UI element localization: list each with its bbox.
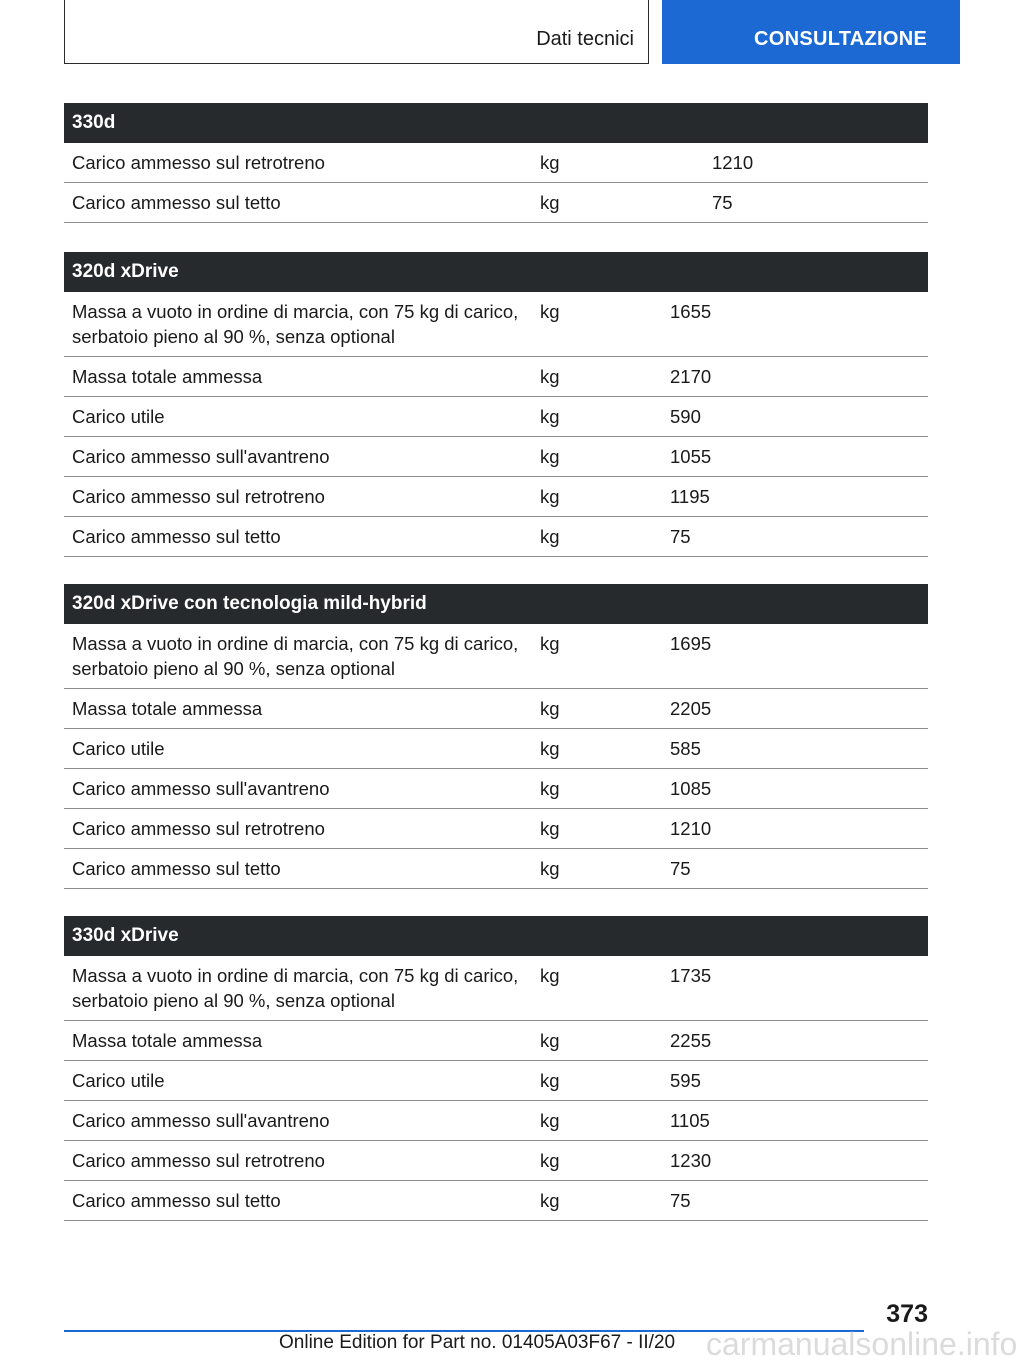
table-title: 320d xDrive — [64, 252, 928, 292]
footer-edition: Online Edition for Part no. 01405A03F67 - II/20 — [279, 1332, 676, 1353]
row-unit: kg — [540, 818, 560, 839]
row-unit: kg — [540, 965, 560, 986]
row-label: Carico ammesso sull'avantreno — [72, 778, 330, 799]
row-value: 2255 — [670, 1030, 712, 1051]
row-unit: kg — [540, 633, 560, 654]
row-value: 590 — [670, 406, 701, 427]
chapter-tab — [662, 0, 960, 64]
spec-table — [64, 916, 928, 1221]
row-value: 1195 — [670, 486, 710, 507]
row-value: 1055 — [670, 446, 712, 467]
row-unit: kg — [540, 1070, 560, 1091]
row-value: 1210 — [712, 152, 754, 173]
row-value: 2205 — [670, 698, 712, 719]
row-unit: kg — [540, 366, 560, 387]
row-label: Massa a vuoto in ordine di marcia, con 75 kg di carico, serbatoio pieno al 90 %, senza optional — [72, 633, 519, 679]
row-value: 1210 — [670, 818, 712, 839]
table-title: 320d xDrive con tecnologia mild-hybrid — [64, 584, 928, 624]
row-unit: kg — [540, 486, 560, 507]
table-title: 330d — [64, 103, 928, 143]
table-row — [64, 956, 928, 1021]
row-value: 1085 — [670, 778, 712, 799]
row-label: Massa a vuoto in ordine di marcia, con 75 kg di carico, serbatoio pieno al 90 %, senza optional — [72, 301, 519, 347]
row-label: Carico ammesso sul retrotreno — [72, 818, 325, 839]
row-unit: kg — [540, 192, 560, 213]
chapter-title: CONSULTAZIONE — [754, 28, 928, 50]
row-value: 75 — [670, 526, 691, 547]
table-row — [64, 357, 928, 397]
row-unit: kg — [540, 1190, 560, 1211]
table-row — [64, 689, 928, 729]
row-unit: kg — [540, 738, 560, 759]
row-unit: kg — [540, 152, 560, 173]
section-tab — [64, 0, 649, 64]
row-label: Carico utile — [72, 406, 165, 427]
row-label: Carico ammesso sul tetto — [72, 1190, 281, 1211]
table-row — [64, 1021, 928, 1061]
watermark: carmanualsonline.info — [706, 1326, 1017, 1362]
row-value: 1695 — [670, 633, 712, 654]
row-value: 585 — [670, 738, 701, 759]
table-row — [64, 1181, 928, 1221]
table-row — [64, 143, 928, 183]
row-unit: kg — [540, 698, 560, 719]
row-label: Massa totale ammessa — [72, 698, 263, 719]
table-row — [64, 624, 928, 689]
row-label: Massa totale ammessa — [72, 366, 263, 387]
row-label: Carico utile — [72, 738, 165, 759]
row-value: 75 — [670, 858, 691, 879]
row-label: Carico ammesso sul retrotreno — [72, 1150, 325, 1171]
row-unit: kg — [540, 1150, 560, 1171]
row-label: Carico ammesso sull'avantreno — [72, 446, 330, 467]
row-label: Carico ammesso sull'avantreno — [72, 1110, 330, 1131]
table-row — [64, 477, 928, 517]
row-unit: kg — [540, 1110, 560, 1131]
table-title: 330d xDrive — [64, 916, 928, 956]
row-unit: kg — [540, 1030, 560, 1051]
row-unit: kg — [540, 778, 560, 799]
table-row — [64, 517, 928, 557]
row-label: Carico utile — [72, 1070, 165, 1091]
row-label: Carico ammesso sul tetto — [72, 526, 281, 547]
section-title: Dati tecnici — [536, 28, 634, 50]
table-row — [64, 849, 928, 889]
row-value: 75 — [712, 192, 733, 213]
row-label: Carico ammesso sul tetto — [72, 858, 281, 879]
table-row — [64, 397, 928, 437]
table-row — [64, 292, 928, 357]
row-unit: kg — [540, 301, 560, 322]
page-number: 373 — [886, 1300, 928, 1328]
row-value: 1735 — [670, 965, 712, 986]
row-value: 595 — [670, 1070, 701, 1091]
spec-table — [64, 252, 928, 557]
table-row — [64, 1101, 928, 1141]
row-value: 1230 — [670, 1150, 712, 1171]
row-value: 1655 — [670, 301, 712, 322]
row-unit: kg — [540, 406, 560, 427]
row-label: Massa a vuoto in ordine di marcia, con 75 kg di carico, serbatoio pieno al 90 %, senza optional — [72, 965, 519, 1011]
row-unit: kg — [540, 858, 560, 879]
table-row — [64, 769, 928, 809]
row-label: Carico ammesso sul tetto — [72, 192, 281, 213]
table-row — [64, 437, 928, 477]
table-row — [64, 729, 928, 769]
spec-table — [64, 584, 928, 889]
table-row — [64, 1061, 928, 1101]
row-label: Carico ammesso sul retrotreno — [72, 486, 325, 507]
table-row — [64, 809, 928, 849]
row-label: Massa totale ammessa — [72, 1030, 263, 1051]
table-row — [64, 1141, 928, 1181]
table-row — [64, 183, 928, 223]
row-value: 75 — [670, 1190, 691, 1211]
row-label: Carico ammesso sul retrotreno — [72, 152, 325, 173]
spec-table — [64, 103, 928, 223]
row-unit: kg — [540, 446, 560, 467]
row-value: 1105 — [670, 1110, 710, 1131]
row-unit: kg — [540, 526, 560, 547]
row-value: 2170 — [670, 366, 712, 387]
